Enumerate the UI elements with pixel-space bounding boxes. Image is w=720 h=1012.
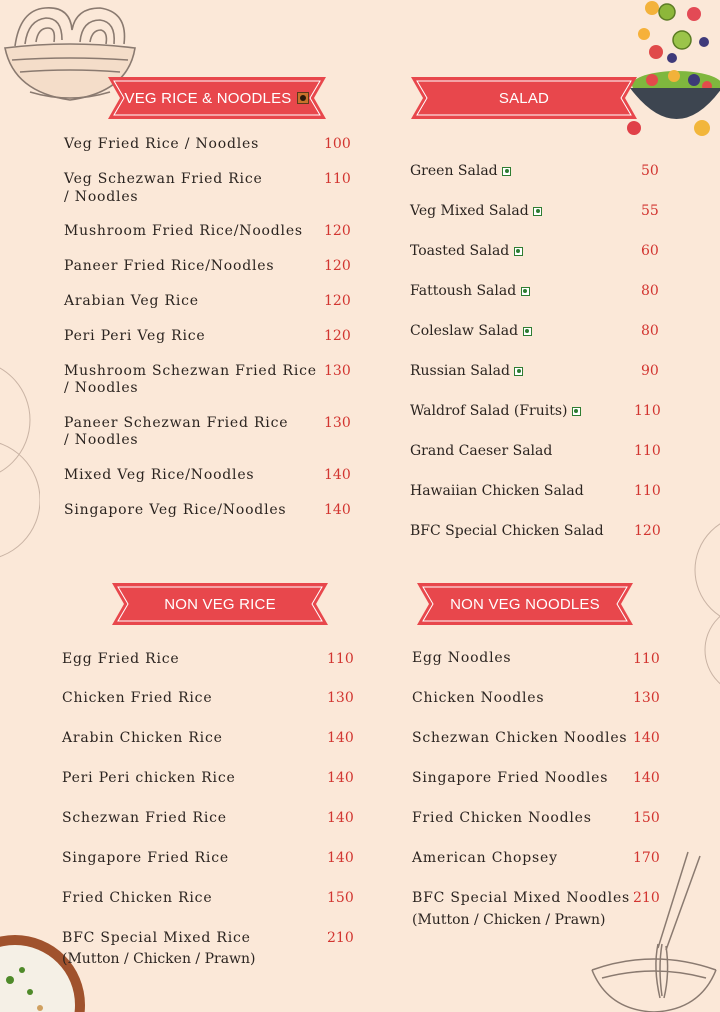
menu-item-price: 140 <box>327 730 354 746</box>
decor-circles-right-icon <box>690 500 720 700</box>
menu-item-price: 120 <box>324 258 351 274</box>
menu-item-name: Arabian Veg Rice <box>64 293 199 309</box>
menu-item-price: 130 <box>324 363 351 379</box>
menu-item-name-line2: / Noodles <box>64 189 139 205</box>
menu-item-price: 110 <box>327 651 354 667</box>
menu-item-price: 130 <box>324 415 351 431</box>
menu-item-name-line2: / Noodles <box>64 380 139 396</box>
menu-item-price: 55 <box>641 203 659 219</box>
menu-item-name: Hawaiian Chicken Salad <box>410 483 584 499</box>
menu-item-name: Egg Noodles <box>412 650 512 666</box>
menu-item-name: Schezwan Fried Rice <box>62 810 227 826</box>
menu-item-price: 140 <box>327 850 354 866</box>
menu-item-price: 60 <box>641 243 659 259</box>
decor-circles-left-icon <box>0 340 40 600</box>
veg-rice-title: VEG RICE & NOODLES <box>124 89 292 107</box>
menu-item-price: 140 <box>633 770 660 786</box>
menu-item-name: Coleslaw Salad <box>410 323 519 339</box>
menu-item-name: Toasted Salad <box>410 243 510 259</box>
menu-item-name: American Chopsey <box>412 850 558 866</box>
menu-item-name: Singapore Fried Noodles <box>412 770 609 786</box>
salad-bowl-icon <box>612 0 720 140</box>
menu-item-name: Singapore Veg Rice/Noodles <box>64 502 287 518</box>
salad-banner <box>411 77 637 119</box>
menu-item-name: Veg Mixed Salad <box>410 203 529 219</box>
menu-item-name: Paneer Fried Rice/Noodles <box>64 258 275 274</box>
menu-item-price: 150 <box>633 810 660 826</box>
menu-item-price: 120 <box>324 328 351 344</box>
menu-item-price: 140 <box>327 810 354 826</box>
menu-item-name: Veg Fried Rice / Noodles <box>64 136 260 152</box>
veg-mark-icon <box>523 327 532 336</box>
menu-item-price: 140 <box>633 730 660 746</box>
menu-item-price: 170 <box>633 850 660 866</box>
menu-item-name: Russian Salad <box>410 363 510 379</box>
menu-item-name: Veg Schezwan Fried Rice <box>64 171 263 187</box>
veg-mark-icon <box>514 247 523 256</box>
menu-item-name: Waldrof Salad (Fruits) <box>410 403 568 419</box>
menu-item-name: Fattoush Salad <box>410 283 517 299</box>
menu-item-name-line2: / Noodles <box>64 432 139 448</box>
veg-mark-icon <box>533 207 542 216</box>
veg-mark-icon <box>514 367 523 376</box>
menu-item-name: Mushroom Fried Rice/Noodles <box>64 223 303 239</box>
menu-item-name: BFC Special Chicken Salad <box>410 523 604 539</box>
menu-item <box>410 363 523 380</box>
menu-item-name: Chicken Fried Rice <box>62 690 213 706</box>
menu-item-price: 50 <box>641 163 659 179</box>
non-veg-rice-banner <box>112 583 328 625</box>
menu-item-price: 210 <box>633 890 660 906</box>
menu-item-price: 80 <box>641 283 659 299</box>
menu-item-name: Schezwan Chicken Noodles <box>412 730 628 746</box>
menu-item-price: 130 <box>327 690 354 706</box>
menu-item <box>410 163 511 180</box>
menu-item-price: 120 <box>324 223 351 239</box>
salad-title: SALAD <box>498 89 550 107</box>
non-veg-noodles-banner <box>417 583 633 625</box>
menu-item <box>410 283 530 300</box>
menu-item-name: Peri Peri Veg Rice <box>64 328 206 344</box>
menu-item-name: BFC Special Mixed Rice <box>62 930 251 946</box>
menu-item <box>410 403 581 420</box>
menu-item-name: Fried Chicken Rice <box>62 890 213 906</box>
menu-item-name: Fried Chicken Noodles <box>412 810 592 826</box>
menu-item-name: Mushroom Schezwan Fried Rice <box>64 363 317 379</box>
veg-mark-icon <box>521 287 530 296</box>
menu-item-name: Arabin Chicken Rice <box>62 730 223 746</box>
non-veg-noodles-title: NON VEG NOODLES <box>450 595 600 613</box>
menu-item-price: 110 <box>633 651 660 667</box>
menu-item-name-line2: (Mutton / Chicken / Prawn) <box>62 951 256 967</box>
menu-item-price: 140 <box>324 502 351 518</box>
menu-item-price: 110 <box>634 483 661 499</box>
menu-item-price: 130 <box>633 690 660 706</box>
veg-mark-icon <box>502 167 511 176</box>
menu-item-price: 110 <box>634 403 661 419</box>
menu-item-price: 140 <box>324 467 351 483</box>
menu-item <box>410 203 542 220</box>
menu-item-name: Grand Caeser Salad <box>410 443 553 459</box>
menu-item-name-line2: (Mutton / Chicken / Prawn) <box>412 912 606 928</box>
veg-mark-icon <box>572 407 581 416</box>
menu-item-name: BFC Special Mixed Noodles <box>412 890 631 906</box>
menu-item <box>410 323 532 340</box>
menu-item-price: 150 <box>327 890 354 906</box>
menu-item-price: 110 <box>634 443 661 459</box>
menu-item <box>410 243 523 260</box>
menu-item-price: 210 <box>327 930 354 946</box>
menu-item-price: 90 <box>641 363 659 379</box>
menu-item-price: 100 <box>324 136 351 152</box>
menu-item-name: Mixed Veg Rice/Noodles <box>64 467 255 483</box>
veg-rice-banner <box>108 77 326 119</box>
menu-item-price: 120 <box>324 293 351 309</box>
menu-item-name: Singapore Fried Rice <box>62 850 229 866</box>
menu-item-name: Egg Fried Rice <box>62 651 180 667</box>
menu-item-price: 140 <box>327 770 354 786</box>
menu-item-name: Chicken Noodles <box>412 690 545 706</box>
menu-item-name: Paneer Schezwan Fried Rice <box>64 415 289 431</box>
menu-item-name: Green Salad <box>410 163 498 179</box>
menu-item-price: 110 <box>324 171 351 187</box>
veg-mark-icon <box>297 92 309 104</box>
non-veg-rice-title: NON VEG RICE <box>164 595 276 613</box>
noodles-chopsticks-icon <box>588 848 720 1012</box>
menu-item-name: Peri Peri chicken Rice <box>62 770 236 786</box>
menu-item-price: 120 <box>634 523 661 539</box>
menu-item-price: 80 <box>641 323 659 339</box>
